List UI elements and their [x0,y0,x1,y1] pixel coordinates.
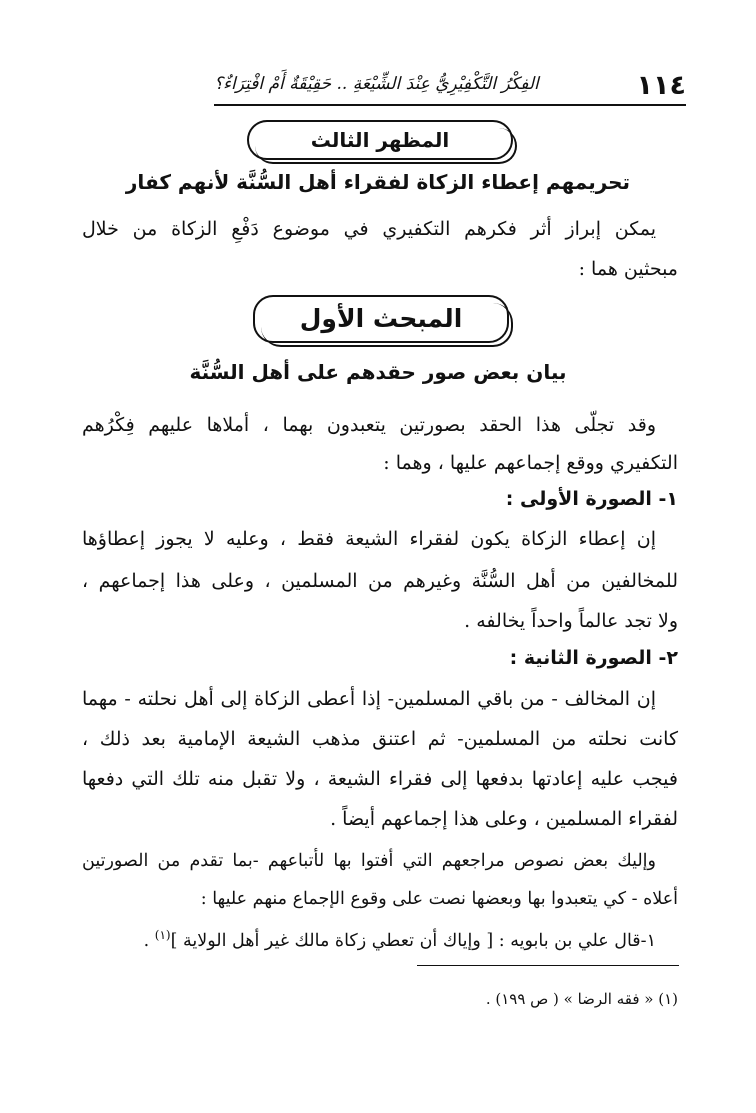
page-number: ١١٤ [636,70,686,101]
study-intro-line: وقد تجلّى هذا الحقد بصورتين يتعبدون بهما ، أملاها عليهم فِكْرُهم [82,414,656,436]
header-rule [214,104,686,106]
form2-line: لفقراء المسلمين ، وعلى هذا إجماعهم أيضاً . [330,808,678,830]
footnote-rule [417,965,679,966]
form1-line: إن إعطاء الزكاة يكون لفقراء الشيعة فقط ، وعليه لا يجوز إعطاؤها [82,528,656,550]
form2-line: فيجب عليه إعادتها بدفعها إلى فقراء الشيعة ، ولا تقبل منه تلك التي دفعها [82,768,678,790]
form1-line: ولا تجد عالماً واحداً يخالفه . [464,610,678,632]
book-title: الفِكْرُ التَّكْفِيْرِيُّ عِنْدَ الشِّيْعَةِ .. حَقِيْقَةٌ أَمْ افْتِرَاءٌ؟ [214,74,539,94]
study-intro-line: التكفيري ووقع إجماعهم عليها ، وهما : [383,452,678,474]
form2-heading: ٢- الصورة الثانية : [509,647,678,669]
running-header [214,68,686,102]
footnote-reference[interactable]: (١) [154,928,171,942]
form2-line: كانت نحلته من المسلمين- ثم اعتنق مذهب الشيعة الإمامية بعد ذلك ، [82,728,678,750]
form1-heading: ١- الصورة الأولى : [505,488,678,510]
quote-end: . [143,930,155,951]
form2-line: إن المخالف - من باقي المسلمين- إذا أعطى الزكاة إلى أهل نحلته - مهما [82,688,656,710]
section-intro-line: مبحثين هما : [578,258,678,280]
section-label-box: المظهر الثالث [247,120,513,160]
section-intro-line: يمكن إبراز أثر فكرهم التكفيري في موضوع دَفْعِ الزكاة من خلال [82,218,656,240]
quote-text: ١-قال علي بن بابويه : [ وإياك أن تعطي زكاة مالك غير أهل الولاية ] [170,930,656,951]
study-heading: بيان بعض صور حقدهم على أهل السُّنَّة [189,360,567,384]
section-heading: تحريمهم إعطاء الزكاة لفقراء أهل السُّنَّة لأنهم كفار [125,170,631,194]
form1-line: للمخالفين من أهل السُّنَّة وغيرهم من المسلمين ، وعلى هذا إجماعهم ، [82,570,678,592]
quote-line [82,920,656,956]
footnote: (١) « فقه الرضا » ( ص ١٩٩) . [485,990,678,1008]
texts-intro-line: وإليك بعض نصوص مراجعهم التي أفتوا بها لأتباعهم -بما تقدم من الصورتين [82,851,656,871]
study-label-box: المبحث الأول [253,295,509,343]
texts-intro-line: أعلاه - كي يتعبدوا بها وبعضها نصت على وقوع الإجماع منهم عليها : [200,889,678,909]
